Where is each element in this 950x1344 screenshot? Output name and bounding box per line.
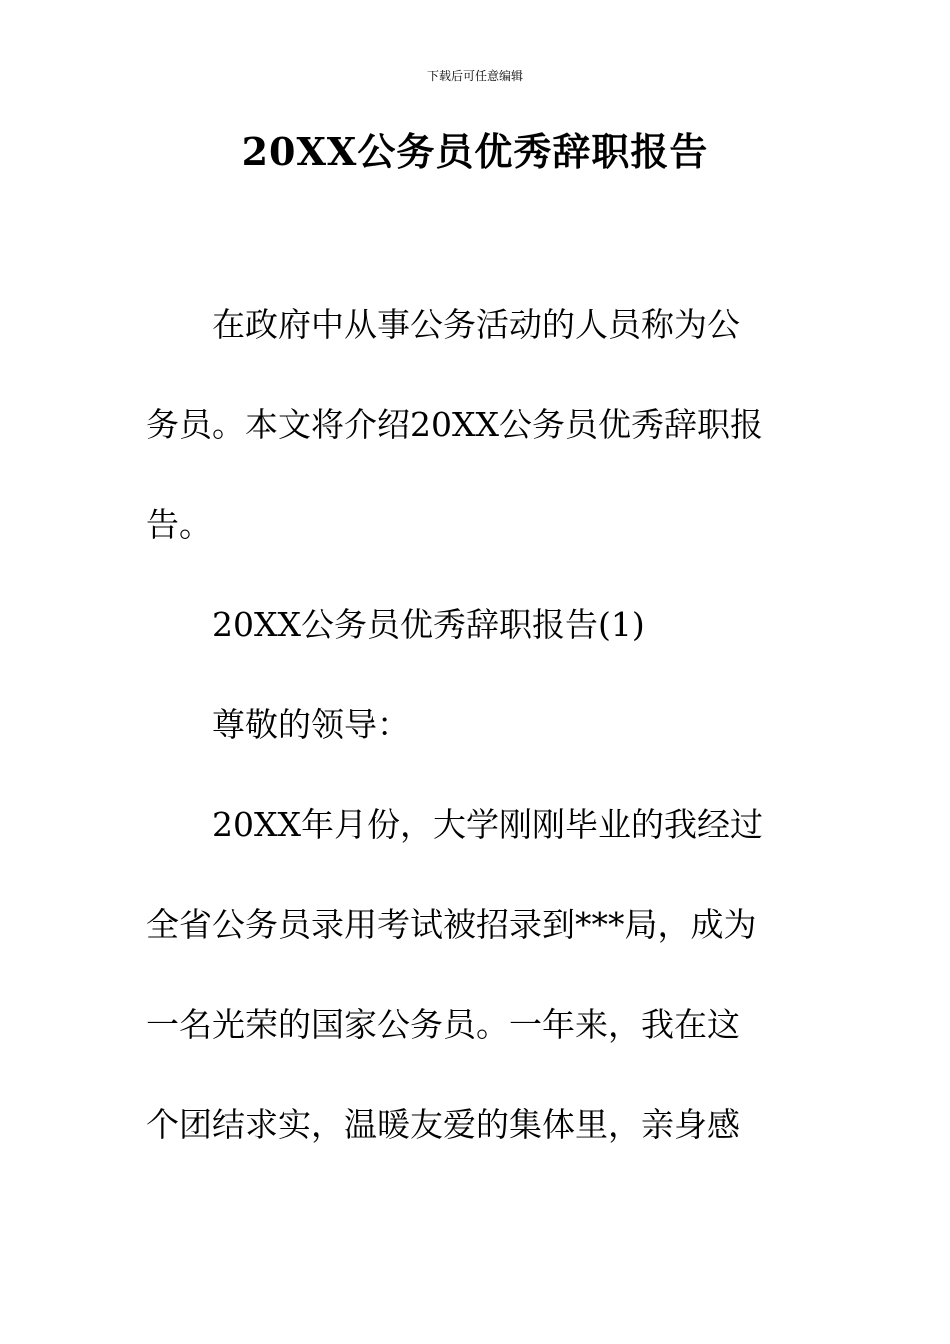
paragraph-line-5: 全省公务员录用考试被招录到***局，成为	[146, 905, 757, 944]
document-title: 20XX公务员优秀辞职报告	[241, 129, 709, 174]
salutation: 尊敬的领导：	[146, 705, 410, 744]
paragraph-line-7: 个团结求实，温暖友爱的集体里，亲身感	[146, 1105, 740, 1144]
paragraph-line-3: 告。	[146, 505, 212, 544]
paragraph-line-4: 20XX年月份，大学刚刚毕业的我经过	[146, 805, 763, 844]
section-heading: 20XX公务员优秀辞职报告(1)	[146, 605, 645, 644]
paragraph-line-2: 务员。本文将介绍20XX公务员优秀辞职报	[146, 405, 763, 444]
paragraph-line-1: 在政府中从事公务活动的人员称为公	[146, 305, 740, 344]
paragraph-line-6: 一名光荣的国家公务员。一年来，我在这	[146, 1005, 740, 1044]
header-note: 下载后可任意编辑	[426, 69, 523, 83]
